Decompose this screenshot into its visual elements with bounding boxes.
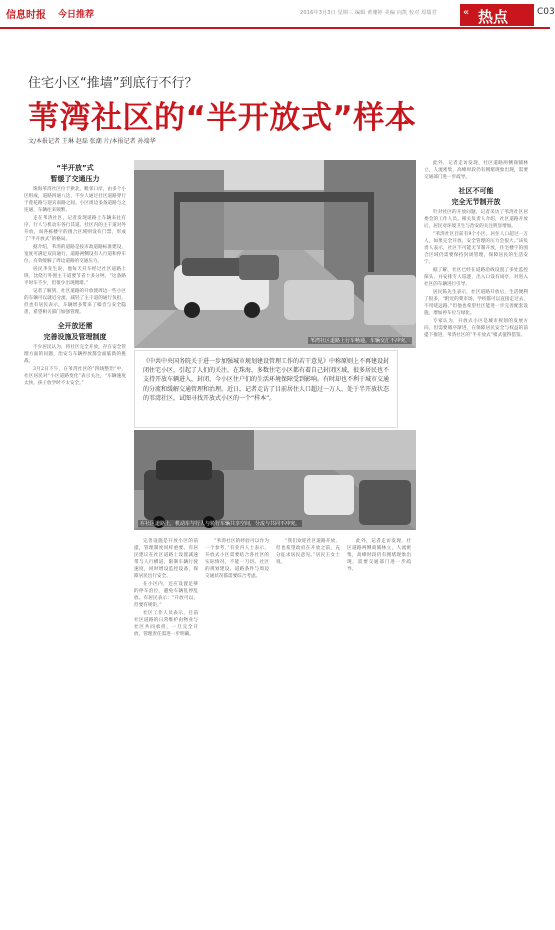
section-title-2b: 完善设施及管理制度 — [43, 333, 107, 341]
photo-street-scene — [134, 160, 416, 348]
paragraph: 完善设施是开放小区的前提，管理制度同样重要。有居民建议在社区道路上设置减速带与人行横道，限制车辆行驶速度，同时增设监控设备，保障居民出行安全。 — [134, 539, 198, 579]
paragraph: 居民李先生说，他每天开车经过社区道路上班，比绕行外围主干道要节省十多分钟。“这条路平时车不少，但很少出现拥堵。” — [24, 267, 126, 286]
paragraph: 珠海苇湾社区位于拱北，毗邻口岸，由多个小区组成，道路四通八达，不少人通过社区道路穿行于莲花路与迎宾南路之间。小区周边多条道路与之连通，车辆往来频繁。 — [24, 187, 126, 213]
paragraph: 据了解，社区已经在道路沿线设置了多处监控探头，并安排专人巡逻，出入口设有岗亭，对进入社区的车辆进行引导。 — [424, 268, 528, 287]
masthead — [0, 0, 555, 26]
paragraph: 3月2日下午，在苇湾社区的“四线整治”中，社区居民对“小区道路变化”表示关注，“车辆速度太快，孩子放学时不太安全。” — [24, 367, 126, 386]
paragraph: 专家认为，开放式小区是城市规划的发展方向，但需要循序渐进，在保障居民安全与权益的前提下推进，苇湾社区的“半开放式”模式值得借鉴。 — [424, 319, 528, 338]
paragraph: “苇湾社区目前有9个小区，居住人口超过一万人，如果完全开放，安全管理的压力会很大。”该负责人表示，社区不可能无节制开放，住宅楼宇的围合区域仍需要保持封闭管理，保障居民的生活安宁。 — [424, 232, 528, 265]
paragraph: 此外，记者走访发现，社区道路两侧商铺林立，人流密集，高峰时段仍有拥堵现象出现，需要交通部门进一步疏导。 — [424, 161, 528, 180]
column-3a — [205, 538, 269, 918]
photo-caption-1: 苇湾社区道路上行车畅通，车辆交汇不冲突。 — [309, 338, 410, 344]
paragraph: 走在苇湾社区，记者发现道路上车辆来往有序，行人与机动车各行其道。社区内的主干道对外开放，而各栋楼宇的围合区域则设有门禁，形成了“半开放式”的格局。 — [24, 216, 126, 242]
hot-label: 热点 — [478, 8, 509, 26]
section-title-3a: 社区不可能 — [458, 187, 494, 195]
info-box-text: 《中共中央国务院关于进一步加强城市规划建设管理工作的若干意见》中称原则上不再建设封闭住宅小区，引起了人们的关注。在珠海，多数住宅小区都有着自己封闭区域，很多居民也不支持开放车辆进入，封闭、今小区住户们的生活环境保障受到影响。有时却也不利于城市交通的分流和缓解交通管理和治理。近日，记者走访了目前居住人口超过一万人、处于半开放状态的苇湾社区，试图寻找开放式小区的一个“样本”。 — [143, 358, 390, 402]
traffic-photo-illustration — [134, 430, 416, 530]
page-number: C03 — [537, 7, 555, 17]
paragraph: 不少居民认为，将社区完全开放，存在安全管理方面的问题，治安与车辆停放都会面临新的挑战。 — [24, 345, 126, 364]
paragraph: 据介绍，苇湾的道路是按市政道路标准建设，宽度可满足双向通行，道路两侧设有人行道和停车位，有效缓解了周边道路的交通压力。 — [24, 245, 126, 264]
masthead-divider — [0, 27, 550, 29]
section-title-2a: 全开放还需 — [57, 322, 93, 330]
paragraph: “我们欢迎社区道路开放，但也希望政府在开放之前，充分征求居民意见。”居民王女士说。 — [276, 539, 340, 565]
section-name: 今日推荐 — [58, 10, 95, 20]
section-title-3b: 完全无节制开放 — [451, 198, 501, 206]
paragraph: 记者了解到，社区道路的开放使周边一些小区的车辆可以就近分流，减轻了主干道的通行负担。但也有居民表示，车辆增多带来了噪音与安全隐患，希望相关部门加强管理。 — [24, 289, 126, 315]
dateline: 2016年3月3日 星期三 编辑 黄珊婷 美编 向凯 校对 周瑞君 — [300, 10, 437, 16]
info-box — [134, 350, 398, 428]
photo-caption-2: 在社区道路上，机动车与行人与骑行车辆共享空间，分流与共同不冲突。 — [140, 521, 301, 527]
paragraph: 此外，记者走访发现，社区道路两侧商铺林立，人流密集，高峰时段仍有拥堵现象出现，需要交通部门进一步疏导。 — [347, 539, 411, 572]
hot-badge — [460, 4, 534, 26]
column-3c — [347, 538, 411, 918]
paragraph: 在小区内，还应设置足够的停车泊位，避免车辆乱停乱放。有居民表示：“开放可以，但要有规矩。” — [134, 582, 198, 608]
paragraph: 社区工作人员表示，目前社区道路的日常维护由物业与社区共同承担，一旦完全开放，管理责任需进一步明确。 — [134, 611, 198, 637]
newspaper-logo: 信息时报 — [6, 10, 46, 21]
paragraph: 针对社区的开放问题，记者采访了苇湾社区居委会的工作人员。相关负责人介绍，社区道路开放后，居民对环境卫生与治安的关注明显增加。 — [424, 210, 528, 229]
article-headline: 苇湾社区的“半开放式”样本 — [28, 100, 417, 136]
street-photo-illustration — [134, 160, 416, 348]
article-byline: 文/本报记者 王琳 赵磊 张潮 片/本报记者 孙端华 — [28, 138, 156, 145]
chevron-left-icon: « — [463, 7, 470, 18]
section-title-1b: 暂缓了交通压力 — [50, 175, 100, 183]
section-title-1a: “半开放”式 — [56, 164, 94, 172]
paragraph: “苇湾社区的经验可以作为一个参考，”有业内人士表示，开放式小区需要结合各社区的实际情况，不能一刀切。社区的规划建设、道路条件与周边交通状况都需要综合考虑。 — [205, 539, 269, 579]
column-4 — [424, 160, 528, 920]
column-3b — [276, 538, 340, 918]
column-1 — [24, 162, 126, 922]
paragraph: 居民陈先生表示，社区道路开放后，生活便利了很多，“附近的菜市场、学校都可以直接走过去，不用绕远路。”但他也希望社区能进一步完善配套设施，增加停车位与绿化。 — [424, 290, 528, 316]
article-kicker: 住宅小区“推墙”到底行不行？ — [28, 76, 198, 91]
photo-traffic-scene — [134, 430, 416, 530]
column-2 — [134, 538, 198, 918]
